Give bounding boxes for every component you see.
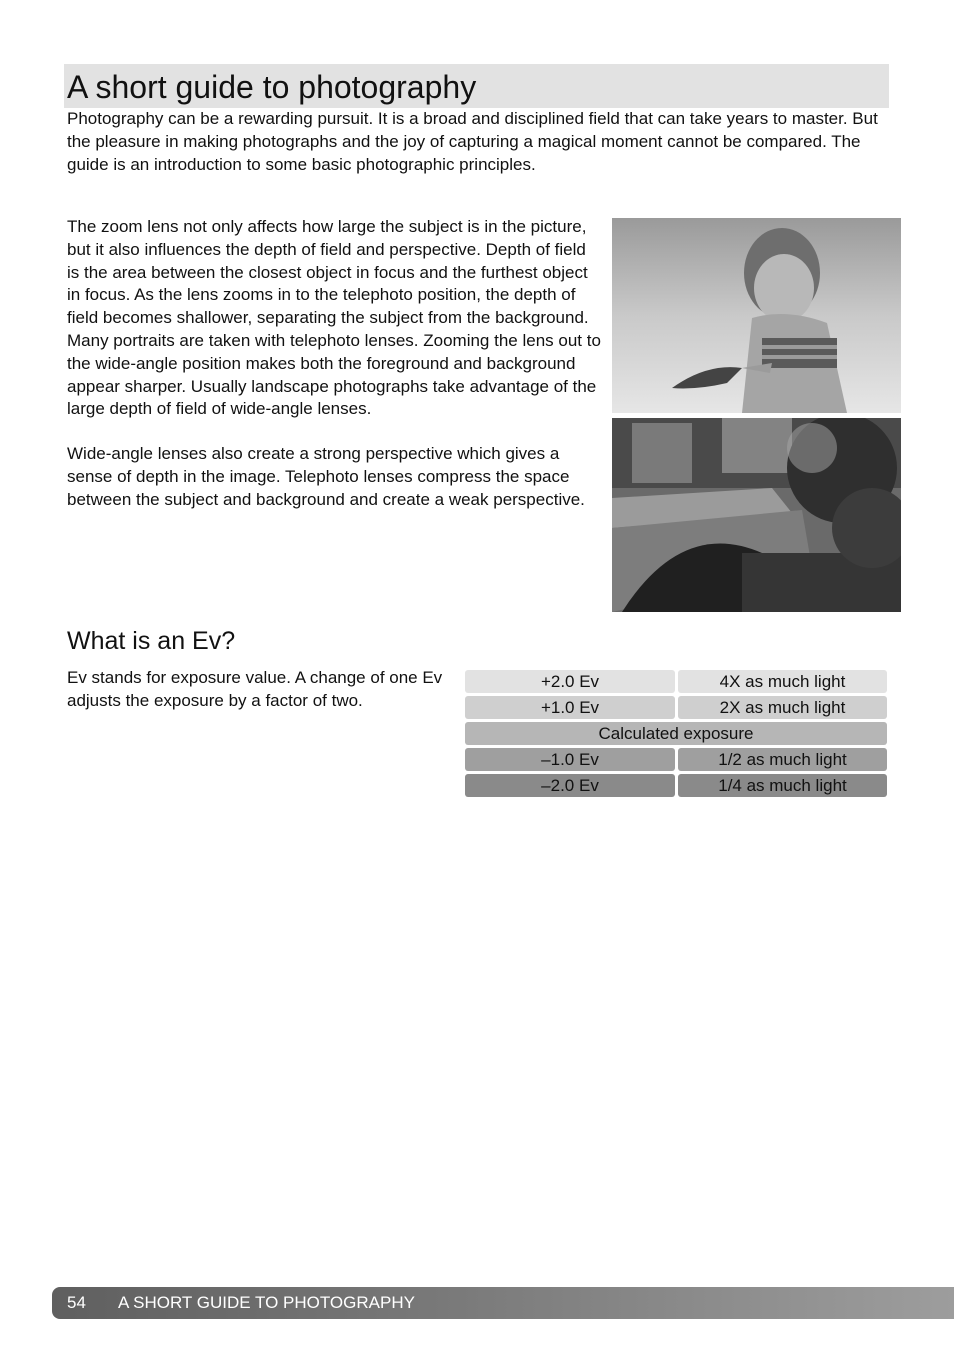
- lens-paragraph-2: Wide-angle lenses also create a strong perspective which gives a sense of depth in the image. Telephoto lenses compress the space between the subject and background and create a weak perspective.: [67, 444, 585, 509]
- ev-value-cell: –1.0 Ev: [465, 748, 675, 771]
- ev-description: Ev stands for exposure value. A change of one Ev adjusts the exposure by a factor of two.: [67, 668, 443, 710]
- ev-row-minus-1: [465, 748, 887, 771]
- page-title: A short guide to photography: [67, 69, 477, 105]
- footer-section-title: A SHORT GUIDE TO PHOTOGRAPHY: [118, 1293, 415, 1312]
- ev-row-plus-2: [465, 670, 887, 693]
- lens-paragraph-1: The zoom lens not only affects how large the subject is in the picture, but it also influences the depth of field and perspective. Depth of field is the area between the closest object in focus and the furthest object in focus. As the lens zooms in to the telephoto position, the depth of field becomes shallower, separating the subject from the background. Many portraits are taken with telephoto lenses. Zooming the lens out to the wide-angle position makes both the foreground and background appear sharper. Usually landscape photographs take advantage of the large depth of field of wide-angle lenses.: [67, 217, 601, 419]
- ev-row-calculated: [465, 722, 887, 745]
- wide-angle-bridge-photo: [612, 418, 901, 612]
- ev-light-cell: 1/2 as much light: [678, 748, 887, 771]
- intro-paragraph: Photography can be a rewarding pursuit. It is a broad and disciplined field that can take years to master. But the pleasure in making photographs and the joy of capturing a magical moment cannot be compared. The guide is an introduction to some basic photographic principles.: [67, 109, 878, 174]
- ev-heading: What is an Ev?: [67, 627, 236, 655]
- ev-value-cell: –2.0 Ev: [465, 774, 675, 797]
- telephoto-portrait-photo: [612, 218, 901, 413]
- ev-row-plus-1: [465, 696, 887, 719]
- ev-row-minus-2: [465, 774, 887, 797]
- ev-value-cell: +1.0 Ev: [465, 696, 675, 719]
- ev-light-cell: 1/4 as much light: [678, 774, 887, 797]
- ev-light-cell: 2X as much light: [678, 696, 887, 719]
- ev-table: [465, 670, 887, 800]
- ev-value-cell: +2.0 Ev: [465, 670, 675, 693]
- ev-light-cell: 4X as much light: [678, 670, 887, 693]
- calculated-exposure-cell: Calculated exposure: [465, 722, 887, 745]
- lens-section: [67, 216, 602, 534]
- page-number: 54: [67, 1293, 86, 1312]
